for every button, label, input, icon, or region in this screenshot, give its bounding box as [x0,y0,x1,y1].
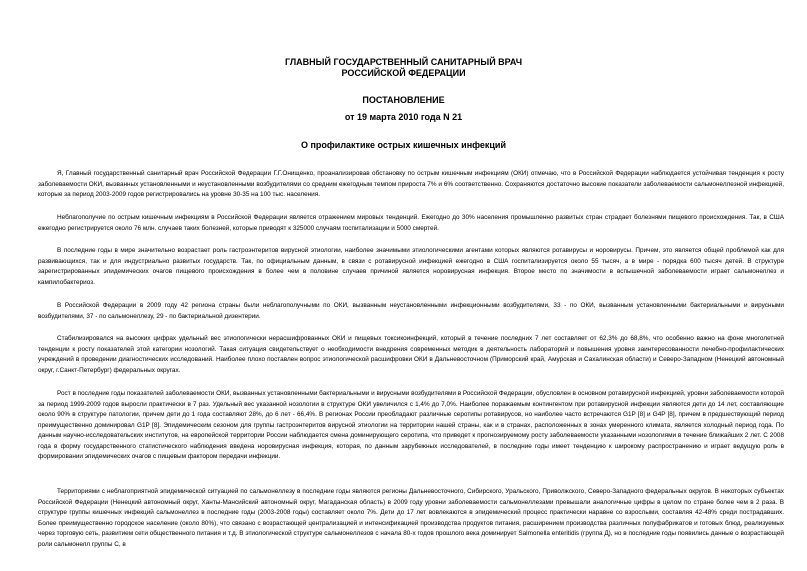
paragraph-2: Неблагополучие по острым кишечным инфекциям в Российской Федерации является отражением мировых тенденций. Ежегодно до 30% населения промышленно развитых стран страдает болезнями пищевого происхождения. Так, в США ежегодно регистрируется около 76 млн. случаев таких болезней, которые приводят к 325000 случаям госпитализации и 5000 смертей. [38,214,784,232]
paragraph-1: Я, Главный государственный санитарный врач Российской Федерации Г.Г.Онищенко, проанализировав обстановку по острым кишечным инфекциям (ОКИ) отмечаю, что в Российской Федерации наблюдается устойчивая тенденция к росту заболеваемости ОКИ, вызванных установленными и неустановленными возбудителями со средним ежегодным темпом прироста 7% и 6% соответственно. Сохраняются достаточно высокие показатели заболеваемости сальмонеллезной инфекцией, которые за период 2003-2009 годов регистрировались на уровне 30-35 на 100 тыс. населения. [38,170,784,198]
issuer-line-1: ГЛАВНЫЙ ГОСУДАРСТВЕННЫЙ САНИТАРНЫЙ ВРАЧ [284,57,523,67]
document-date-number: от 19 марта 2010 года N 21 [344,112,463,122]
document-type: ПОСТАНОВЛЕНИЕ [362,95,445,105]
issuer-line-2: РОССИЙСКОЙ ФЕДЕРАЦИИ [341,68,466,78]
paragraph-7: Территориями с неблагоприятной эпидемической ситуацией по сальмонеллезу в последние годы являются регионы Дальневосточного, Сибирского, Уральского, Приволжского, Северо-Западного федеральных округов. В некоторых субъектах Российской Федерации (Ненецкий автономный округ, Ханты-Мансийский автономный округ, Магаданская область) в 2009 году уровни заболеваемости сальмонеллезами превышали аналогичные цифры в целом по стране более чем в 2 раза. В структуре группы кишечных инфекций сальмонеллез в последние годы (2003-2008 годы) составляет около 7%. Дети до 17 лет вовлекаются в эпидемический процесс практически наравне со взрослыми, составляя 42-48% среди пострадавших. Более преимущественно городское население (около 80%), что связано с возрастающей централизацией и интенсификацией производства продуктов питания, расширением производства различных полуфабрикатов и готовых блюд, реализуемых через торговую сеть, развитием сети общественного питания и т.д. В этиологической структуре сальмонеллезов с начала 80-х годов прошлого века доминирует Salmonella enteritidis (группа Д), но в последние годы появились данные о возрастающей роли сальмонелл группы С, в [38,488,784,548]
document-title: О профилактике острых кишечных инфекций [300,140,506,150]
paragraph-4: В Российской Федерации в 2009 году 42 региона страны были неблагополучными по ОКИ, вызванным неустановленными инфекционными возбудителями, 33 - по ОКИ, вызванным установленными бактериальными и вирусными возбудителями, 37 - по сальмонеллезу, 29 - по бактериальной дизентерии. [38,302,784,320]
paragraph-5: Стабилизировался на высоких цифрах удельный вес этиологически нерасшифрованных ОКИ и пищевых токсикоинфекций, который в течение последних 7 лет составляет от 62,3% до 68,8%, что особенно важно на фоне многолетней тенденции к росту показателей этой категории нозологий. Такая ситуация свидетельствует о необходимости внедрения современных методик в деятельность лабораторий и повышения уровня заинтересованности лечебно-профилактических учреждений в проведении диагностических исследований. Наиболее плохо поставлен вопрос этиологической расшифровки ОКИ в Дальневосточном (Приморский край, Амурская и Сахалинская области) и Северо-Западном (Ненецкий автономный округ, г.Санкт-Петербург) федеральных округах. [38,335,784,374]
paragraph-6: Рост в последние годы показателей заболеваемости ОКИ, вызванных установленными бактериальными и вирусными возбудителями в Российской Федерации, обусловлен в основном ротавирусной инфекцией, уровни заболеваемости которой за период 1999-2009 годов выросли практически в 7 раз. Удельный вес указанной нозологии в структуре ОКИ увеличился с 1,4% до 7,0%. Наиболее поражаемым контингентом при ротавирусной инфекции являются дети до 14 лет, составляющие около 90% в структуре патологии, причем дети до 1 года составляют 28%, до 6 лет - 66,4%. В регионах России преобладают различные серотипы ротавирусов, но наиболее часто встречаются G1P [8] и G4P [8], причем в предшествующий период преимущественно доминировал G1P [8]. Эпидемическим сезоном для группы гастроэнтеритов вирусной этиологии на территории нашей страны, как и в странах, расположенных в зонах умеренного климата, является холодный период года. По данным научно-исследовательских институтов, на европейской территории России наблюдается смена доминирующего серотипа, что приведет к прогнозируемому росту заболеваемости указанными нозологиями в течение ближайших 2 лет. С 2008 года в форму государственного статистического наблюдения введена норовирусная инфекция, которая, по данным зарубежных исследователей, в последние годы имеет тенденцию к широкому распространению и играет ведущую роль в формировании эпидемических очагов с пищевым фактором передачи инфекции. [38,390,784,460]
paragraph-3: В последние годы в мире значительно возрастает роль гастроэнтеритов вирусной этиологии, наиболее значимыми этиологическими агентами которых являются ротавирусы и норовирусы. Причем, это является общей проблемой как для развивающихся, так и для индустриально развитых государств. Так, по официальным данным, в связи с ротавирусной инфекцией ежегодно в США госпитализируется около 55 тысяч, а в мире - порядка 600 тысяч детей. В структуре зарегистрированных эпидемических очагов пищевого происхождения в более чем в половине случаев причиной является норовирусная инфекция. Второе место по значимости в вспышечной заболеваемости играет сальмонеллез и кампилобактериоз. [38,247,784,286]
